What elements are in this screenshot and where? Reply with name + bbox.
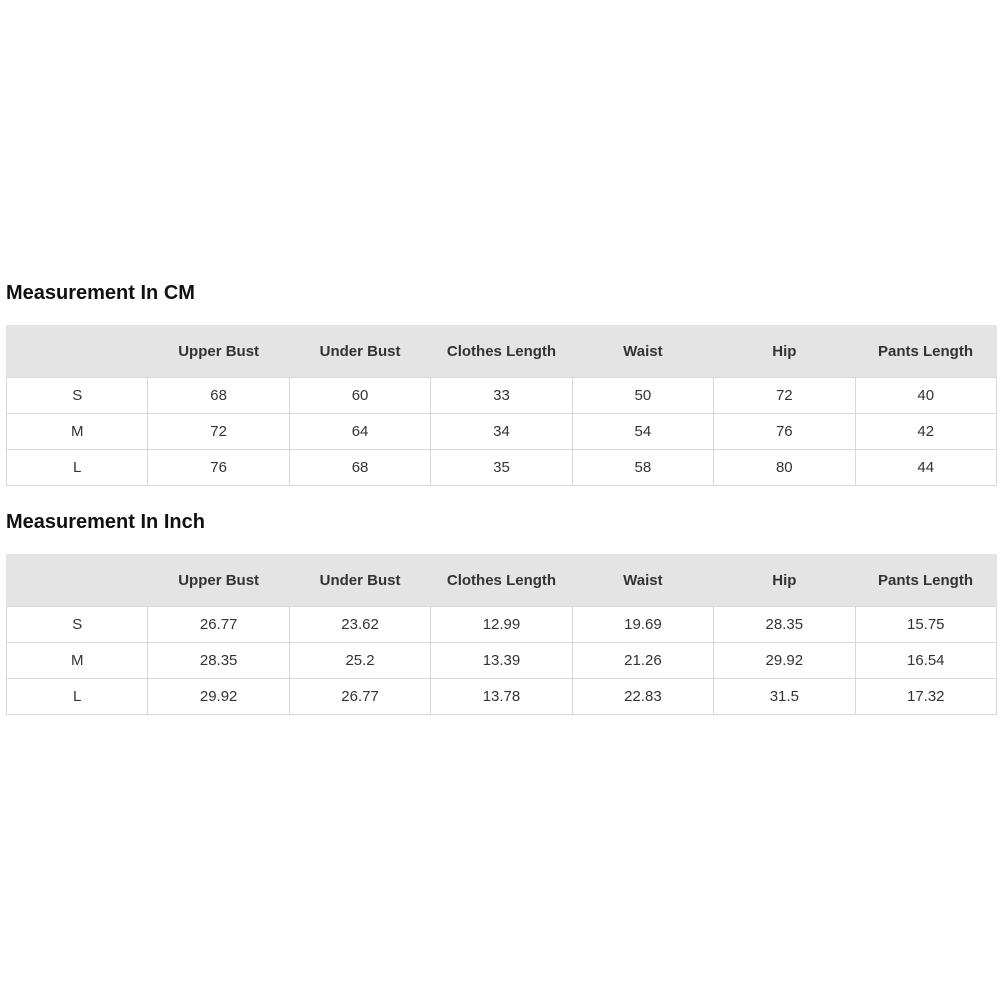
column-header: Clothes Length bbox=[431, 555, 572, 607]
measurement-cell: 58 bbox=[572, 450, 713, 486]
measurement-cell: 60 bbox=[289, 378, 430, 414]
table-header bbox=[7, 555, 997, 607]
column-header: Hip bbox=[714, 326, 855, 378]
table-row bbox=[7, 607, 997, 643]
measurement-cell: 23.62 bbox=[289, 607, 430, 643]
measurement-cell: 29.92 bbox=[148, 679, 289, 715]
column-header: Pants Length bbox=[855, 326, 996, 378]
size-label-cell: S bbox=[7, 378, 148, 414]
table-row bbox=[7, 414, 997, 450]
size-label-cell: L bbox=[7, 450, 148, 486]
column-header: Upper Bust bbox=[148, 555, 289, 607]
measurement-cell: 31.5 bbox=[714, 679, 855, 715]
column-header: Waist bbox=[572, 555, 713, 607]
measurement-cell: 16.54 bbox=[855, 643, 996, 679]
measurement-cell: 76 bbox=[714, 414, 855, 450]
measurement-cell: 42 bbox=[855, 414, 996, 450]
measurement-cell: 72 bbox=[148, 414, 289, 450]
column-header: Pants Length bbox=[855, 555, 996, 607]
column-header: Under Bust bbox=[289, 326, 430, 378]
inch-size-table bbox=[6, 554, 997, 715]
cm-section-title: Measurement In CM bbox=[6, 282, 195, 304]
table-row bbox=[7, 378, 997, 414]
measurement-cell: 35 bbox=[431, 450, 572, 486]
measurement-cell: 21.26 bbox=[572, 643, 713, 679]
column-header: Clothes Length bbox=[431, 326, 572, 378]
table-body bbox=[7, 607, 997, 715]
size-column-header bbox=[7, 555, 148, 607]
measurement-cell: 25.2 bbox=[289, 643, 430, 679]
inch-section-title: Measurement In Inch bbox=[6, 511, 205, 533]
measurement-cell: 33 bbox=[431, 378, 572, 414]
size-column-header bbox=[7, 326, 148, 378]
column-header: Hip bbox=[714, 555, 855, 607]
measurement-cell: 80 bbox=[714, 450, 855, 486]
measurement-cell: 29.92 bbox=[714, 643, 855, 679]
measurement-cell: 28.35 bbox=[148, 643, 289, 679]
measurement-cell: 50 bbox=[572, 378, 713, 414]
measurement-cell: 44 bbox=[855, 450, 996, 486]
table-row bbox=[7, 679, 997, 715]
column-header: Waist bbox=[572, 326, 713, 378]
measurement-cell: 68 bbox=[289, 450, 430, 486]
measurement-cell: 19.69 bbox=[572, 607, 713, 643]
measurement-cell: 26.77 bbox=[289, 679, 430, 715]
measurement-cell: 13.39 bbox=[431, 643, 572, 679]
size-label-cell: M bbox=[7, 643, 148, 679]
measurement-cell: 15.75 bbox=[855, 607, 996, 643]
measurement-cell: 13.78 bbox=[431, 679, 572, 715]
measurement-cell: 64 bbox=[289, 414, 430, 450]
size-label-cell: M bbox=[7, 414, 148, 450]
measurement-cell: 72 bbox=[714, 378, 855, 414]
measurement-cell: 40 bbox=[855, 378, 996, 414]
measurement-cell: 68 bbox=[148, 378, 289, 414]
measurement-cell: 26.77 bbox=[148, 607, 289, 643]
measurement-cell: 12.99 bbox=[431, 607, 572, 643]
column-header: Upper Bust bbox=[148, 326, 289, 378]
cm-size-table bbox=[6, 325, 997, 486]
column-header: Under Bust bbox=[289, 555, 430, 607]
measurement-cell: 76 bbox=[148, 450, 289, 486]
table-body bbox=[7, 378, 997, 486]
table-row bbox=[7, 450, 997, 486]
size-label-cell: L bbox=[7, 679, 148, 715]
measurement-cell: 34 bbox=[431, 414, 572, 450]
measurement-cell: 22.83 bbox=[572, 679, 713, 715]
size-label-cell: S bbox=[7, 607, 148, 643]
header-row bbox=[7, 555, 997, 607]
measurement-cell: 17.32 bbox=[855, 679, 996, 715]
measurement-cell: 28.35 bbox=[714, 607, 855, 643]
header-row bbox=[7, 326, 997, 378]
table-header bbox=[7, 326, 997, 378]
measurement-cell: 54 bbox=[572, 414, 713, 450]
table-row bbox=[7, 643, 997, 679]
